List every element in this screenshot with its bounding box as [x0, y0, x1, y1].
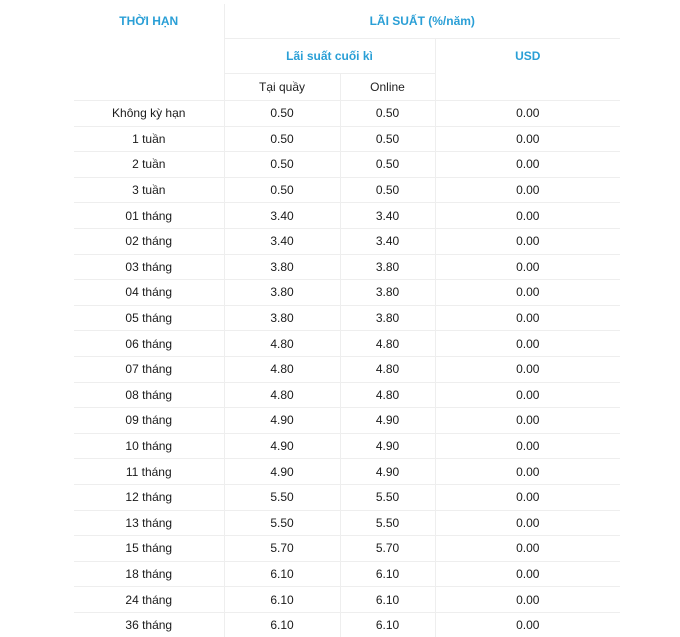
online-column-header: Online [340, 74, 435, 101]
online-rate-cell: 6.10 [340, 561, 435, 587]
table-row [74, 382, 620, 408]
usd-rate-cell: 0.00 [435, 203, 620, 229]
online-rate-cell: 3.40 [340, 203, 435, 229]
counter-rate-cell: 5.70 [224, 536, 340, 562]
table-row [74, 536, 620, 562]
table-row [74, 561, 620, 587]
usd-rate-cell: 0.00 [435, 587, 620, 613]
term-cell: 10 tháng [74, 433, 224, 459]
usd-rate-cell: 0.00 [435, 510, 620, 536]
usd-rate-cell: 0.00 [435, 536, 620, 562]
online-rate-cell: 3.80 [340, 305, 435, 331]
usd-column-header: USD [435, 39, 620, 101]
term-cell: 07 tháng [74, 356, 224, 382]
online-rate-cell: 6.10 [340, 612, 435, 637]
counter-rate-cell: 5.50 [224, 484, 340, 510]
term-cell: 03 tháng [74, 254, 224, 280]
table-row [74, 126, 620, 152]
usd-rate-cell: 0.00 [435, 612, 620, 637]
table-row [74, 587, 620, 613]
usd-rate-cell: 0.00 [435, 561, 620, 587]
interest-rate-table [74, 4, 620, 637]
table-row [74, 331, 620, 357]
term-cell: 08 tháng [74, 382, 224, 408]
counter-rate-cell: 3.40 [224, 203, 340, 229]
usd-rate-cell: 0.00 [435, 459, 620, 485]
counter-rate-cell: 4.90 [224, 459, 340, 485]
usd-rate-cell: 0.00 [435, 152, 620, 178]
online-rate-cell: 0.50 [340, 101, 435, 127]
table-row [74, 459, 620, 485]
counter-rate-cell: 6.10 [224, 587, 340, 613]
table-body [74, 101, 620, 637]
counter-rate-cell: 4.80 [224, 382, 340, 408]
table-row [74, 484, 620, 510]
usd-rate-cell: 0.00 [435, 126, 620, 152]
table-row [74, 101, 620, 127]
usd-rate-cell: 0.00 [435, 331, 620, 357]
table-row [74, 203, 620, 229]
rate-column-header: LÃI SUẤT (%/năm) [224, 4, 620, 39]
term-cell: 13 tháng [74, 510, 224, 536]
counter-rate-cell: 0.50 [224, 177, 340, 203]
term-cell: 12 tháng [74, 484, 224, 510]
term-cell: 06 tháng [74, 331, 224, 357]
online-rate-cell: 5.50 [340, 484, 435, 510]
term-cell: 18 tháng [74, 561, 224, 587]
usd-rate-cell: 0.00 [435, 408, 620, 434]
usd-rate-cell: 0.00 [435, 228, 620, 254]
table-row [74, 177, 620, 203]
online-rate-cell: 5.70 [340, 536, 435, 562]
table-row [74, 280, 620, 306]
term-cell: 01 tháng [74, 203, 224, 229]
counter-rate-cell: 3.80 [224, 280, 340, 306]
counter-rate-cell: 0.50 [224, 152, 340, 178]
counter-rate-cell: 3.40 [224, 228, 340, 254]
term-column-header: THỜI HẠN [74, 4, 224, 101]
term-cell: 2 tuần [74, 152, 224, 178]
online-rate-cell: 3.80 [340, 254, 435, 280]
counter-rate-cell: 5.50 [224, 510, 340, 536]
online-rate-cell: 4.80 [340, 382, 435, 408]
counter-rate-cell: 4.90 [224, 408, 340, 434]
interest-rate-table-container [74, 4, 620, 637]
online-rate-cell: 4.80 [340, 356, 435, 382]
table-row [74, 152, 620, 178]
table-row [74, 408, 620, 434]
usd-rate-cell: 0.00 [435, 254, 620, 280]
counter-rate-cell: 0.50 [224, 101, 340, 127]
online-rate-cell: 4.90 [340, 408, 435, 434]
table-row [74, 356, 620, 382]
counter-rate-cell: 4.80 [224, 356, 340, 382]
online-rate-cell: 6.10 [340, 587, 435, 613]
counter-rate-cell: 3.80 [224, 254, 340, 280]
table-row [74, 228, 620, 254]
table-header [74, 4, 620, 101]
term-cell: Không kỳ hạn [74, 101, 224, 127]
counter-rate-cell: 4.90 [224, 433, 340, 459]
table-row [74, 254, 620, 280]
usd-rate-cell: 0.00 [435, 280, 620, 306]
table-row [74, 612, 620, 637]
online-rate-cell: 4.90 [340, 459, 435, 485]
counter-rate-cell: 4.80 [224, 331, 340, 357]
counter-rate-cell: 3.80 [224, 305, 340, 331]
term-cell: 09 tháng [74, 408, 224, 434]
term-cell: 1 tuần [74, 126, 224, 152]
term-cell: 15 tháng [74, 536, 224, 562]
table-row [74, 305, 620, 331]
usd-rate-cell: 0.00 [435, 382, 620, 408]
online-rate-cell: 3.80 [340, 280, 435, 306]
online-rate-cell: 0.50 [340, 126, 435, 152]
usd-rate-cell: 0.00 [435, 356, 620, 382]
term-cell: 04 tháng [74, 280, 224, 306]
usd-rate-cell: 0.00 [435, 177, 620, 203]
table-row [74, 433, 620, 459]
counter-rate-cell: 6.10 [224, 561, 340, 587]
online-rate-cell: 4.80 [340, 331, 435, 357]
online-rate-cell: 3.40 [340, 228, 435, 254]
term-cell: 36 tháng [74, 612, 224, 637]
online-rate-cell: 0.50 [340, 177, 435, 203]
term-cell: 24 tháng [74, 587, 224, 613]
usd-rate-cell: 0.00 [435, 484, 620, 510]
counter-rate-cell: 6.10 [224, 612, 340, 637]
term-cell: 11 tháng [74, 459, 224, 485]
term-cell: 3 tuần [74, 177, 224, 203]
online-rate-cell: 0.50 [340, 152, 435, 178]
usd-rate-cell: 0.00 [435, 101, 620, 127]
usd-rate-cell: 0.00 [435, 433, 620, 459]
end-of-term-header: Lãi suất cuối kì [224, 39, 435, 74]
counter-rate-cell: 0.50 [224, 126, 340, 152]
term-cell: 05 tháng [74, 305, 224, 331]
online-rate-cell: 4.90 [340, 433, 435, 459]
usd-rate-cell: 0.00 [435, 305, 620, 331]
online-rate-cell: 5.50 [340, 510, 435, 536]
counter-column-header: Tại quầy [224, 74, 340, 101]
term-cell: 02 tháng [74, 228, 224, 254]
table-row [74, 510, 620, 536]
